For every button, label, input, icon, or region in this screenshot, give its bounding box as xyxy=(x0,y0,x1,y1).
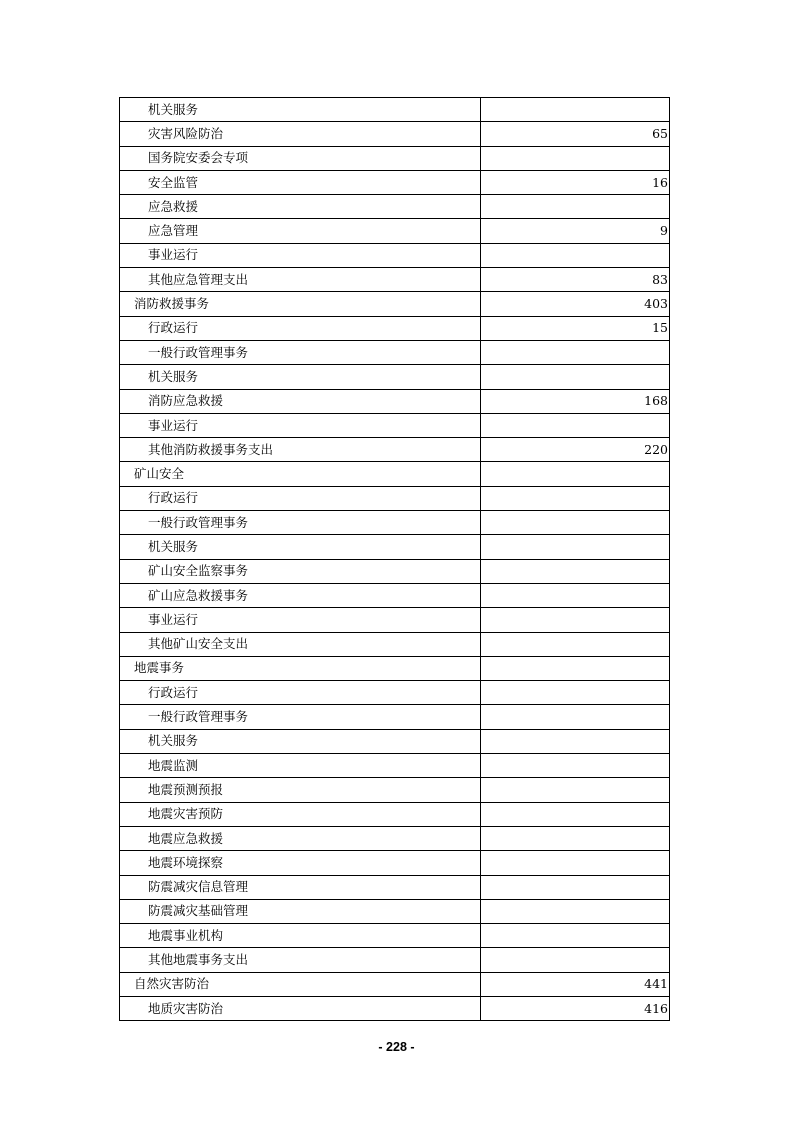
item-name-cell: 机关服务 xyxy=(120,535,481,559)
item-value-cell xyxy=(481,924,670,948)
item-value-cell: 65 xyxy=(481,122,670,146)
item-name-cell: 事业运行 xyxy=(120,243,481,267)
table-row xyxy=(120,122,670,146)
table-row xyxy=(120,778,670,802)
item-value-cell xyxy=(481,559,670,583)
table-row xyxy=(120,875,670,899)
item-name-cell: 一般行政管理事务 xyxy=(120,511,481,535)
item-name-cell: 矿山应急救援事务 xyxy=(120,583,481,607)
item-value-cell: 403 xyxy=(481,292,670,316)
table-row xyxy=(120,316,670,340)
item-value-cell xyxy=(481,705,670,729)
item-name-cell: 其他地震事务支出 xyxy=(120,948,481,972)
item-name-cell: 消防救援事务 xyxy=(120,292,481,316)
budget-table xyxy=(119,97,670,1021)
item-value-cell xyxy=(481,656,670,680)
item-value-cell: 416 xyxy=(481,996,670,1020)
item-value-cell: 83 xyxy=(481,268,670,292)
table-row xyxy=(120,996,670,1020)
item-value-cell: 16 xyxy=(481,170,670,194)
item-value-cell xyxy=(481,778,670,802)
item-value-cell xyxy=(481,754,670,778)
table-row xyxy=(120,413,670,437)
table-row xyxy=(120,948,670,972)
item-value-cell xyxy=(481,535,670,559)
table-row xyxy=(120,851,670,875)
item-name-cell: 行政运行 xyxy=(120,316,481,340)
item-name-cell: 消防应急救援 xyxy=(120,389,481,413)
item-value-cell xyxy=(481,365,670,389)
table-row xyxy=(120,656,670,680)
item-name-cell: 地震事务 xyxy=(120,656,481,680)
table-row xyxy=(120,365,670,389)
item-name-cell: 行政运行 xyxy=(120,681,481,705)
table-row xyxy=(120,219,670,243)
table-row xyxy=(120,170,670,194)
item-value-cell xyxy=(481,729,670,753)
item-value-cell: 15 xyxy=(481,316,670,340)
item-value-cell xyxy=(481,802,670,826)
table-row xyxy=(120,754,670,778)
item-value-cell: 168 xyxy=(481,389,670,413)
item-value-cell xyxy=(481,875,670,899)
budget-table-body xyxy=(120,98,670,1021)
item-name-cell: 一般行政管理事务 xyxy=(120,340,481,364)
item-value-cell xyxy=(481,851,670,875)
item-name-cell: 地质灾害防治 xyxy=(120,996,481,1020)
table-row xyxy=(120,243,670,267)
table-row xyxy=(120,802,670,826)
item-name-cell: 安全监管 xyxy=(120,170,481,194)
item-name-cell: 事业运行 xyxy=(120,413,481,437)
table-row xyxy=(120,268,670,292)
table-row xyxy=(120,292,670,316)
item-name-cell: 机关服务 xyxy=(120,365,481,389)
table-row xyxy=(120,511,670,535)
item-value-cell xyxy=(481,899,670,923)
item-value-cell xyxy=(481,826,670,850)
table-row xyxy=(120,462,670,486)
item-value-cell: 441 xyxy=(481,972,670,996)
item-name-cell: 其他应急管理支出 xyxy=(120,268,481,292)
item-name-cell: 地震事业机构 xyxy=(120,924,481,948)
page-number: - 228 - xyxy=(378,1040,415,1054)
item-name-cell: 国务院安委会专项 xyxy=(120,146,481,170)
item-value-cell xyxy=(481,413,670,437)
item-value-cell xyxy=(481,583,670,607)
item-value-cell xyxy=(481,195,670,219)
item-name-cell: 地震灾害预防 xyxy=(120,802,481,826)
item-name-cell: 行政运行 xyxy=(120,486,481,510)
item-name-cell: 应急管理 xyxy=(120,219,481,243)
table-row xyxy=(120,535,670,559)
item-name-cell: 地震环境探察 xyxy=(120,851,481,875)
item-name-cell: 应急救援 xyxy=(120,195,481,219)
table-row xyxy=(120,826,670,850)
item-name-cell: 矿山安全监察事务 xyxy=(120,559,481,583)
item-name-cell: 防震减灾基础管理 xyxy=(120,899,481,923)
item-name-cell: 其他矿山安全支出 xyxy=(120,632,481,656)
item-value-cell xyxy=(481,462,670,486)
item-value-cell xyxy=(481,948,670,972)
table-row xyxy=(120,681,670,705)
table-row xyxy=(120,705,670,729)
item-name-cell: 其他消防救援事务支出 xyxy=(120,438,481,462)
item-value-cell xyxy=(481,632,670,656)
table-row xyxy=(120,98,670,122)
item-value-cell xyxy=(481,681,670,705)
table-row xyxy=(120,632,670,656)
item-value-cell xyxy=(481,608,670,632)
table-row xyxy=(120,608,670,632)
item-name-cell: 防震减灾信息管理 xyxy=(120,875,481,899)
item-name-cell: 地震应急救援 xyxy=(120,826,481,850)
table-row xyxy=(120,389,670,413)
table-row xyxy=(120,340,670,364)
table-row xyxy=(120,486,670,510)
item-name-cell: 地震预测预报 xyxy=(120,778,481,802)
item-name-cell: 自然灾害防治 xyxy=(120,972,481,996)
table-row xyxy=(120,972,670,996)
item-value-cell xyxy=(481,511,670,535)
table-row xyxy=(120,899,670,923)
item-name-cell: 地震监测 xyxy=(120,754,481,778)
item-value-cell: 220 xyxy=(481,438,670,462)
item-name-cell: 机关服务 xyxy=(120,98,481,122)
item-value-cell: 9 xyxy=(481,219,670,243)
item-name-cell: 事业运行 xyxy=(120,608,481,632)
item-value-cell xyxy=(481,486,670,510)
table-row xyxy=(120,559,670,583)
table-row xyxy=(120,438,670,462)
table-row xyxy=(120,729,670,753)
item-name-cell: 矿山安全 xyxy=(120,462,481,486)
item-value-cell xyxy=(481,340,670,364)
table-row xyxy=(120,583,670,607)
item-value-cell xyxy=(481,98,670,122)
table-row xyxy=(120,146,670,170)
item-value-cell xyxy=(481,146,670,170)
item-name-cell: 机关服务 xyxy=(120,729,481,753)
item-name-cell: 灾害风险防治 xyxy=(120,122,481,146)
table-row xyxy=(120,195,670,219)
table-row xyxy=(120,924,670,948)
item-name-cell: 一般行政管理事务 xyxy=(120,705,481,729)
item-value-cell xyxy=(481,243,670,267)
